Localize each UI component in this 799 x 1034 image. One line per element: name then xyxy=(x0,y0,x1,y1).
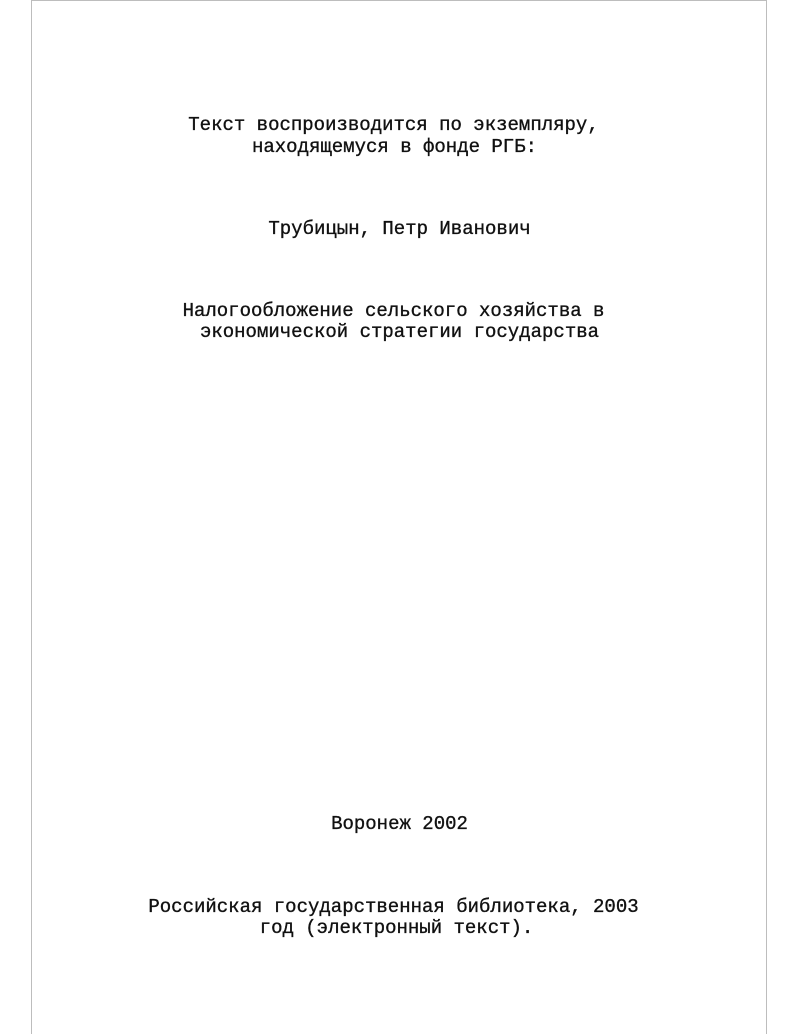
place-and-year: Воронеж 2002 xyxy=(331,813,468,835)
document-title-line-2: экономической стратегии государства xyxy=(199,321,600,343)
library-note-line-2: год (электронный текст). xyxy=(259,917,534,939)
document-title-line-1: Налогообложение сельского хозяйства в xyxy=(182,300,605,322)
source-note-line-2: находящемуся в фонде РГБ: xyxy=(251,136,538,158)
author-name: Трубицын, Петр Иванович xyxy=(268,218,531,240)
library-note-line-1: Российская государственная библиотека, 2003 xyxy=(148,896,639,918)
source-note-line-1: Текст воспроизводится по экземпляру, xyxy=(188,114,599,136)
